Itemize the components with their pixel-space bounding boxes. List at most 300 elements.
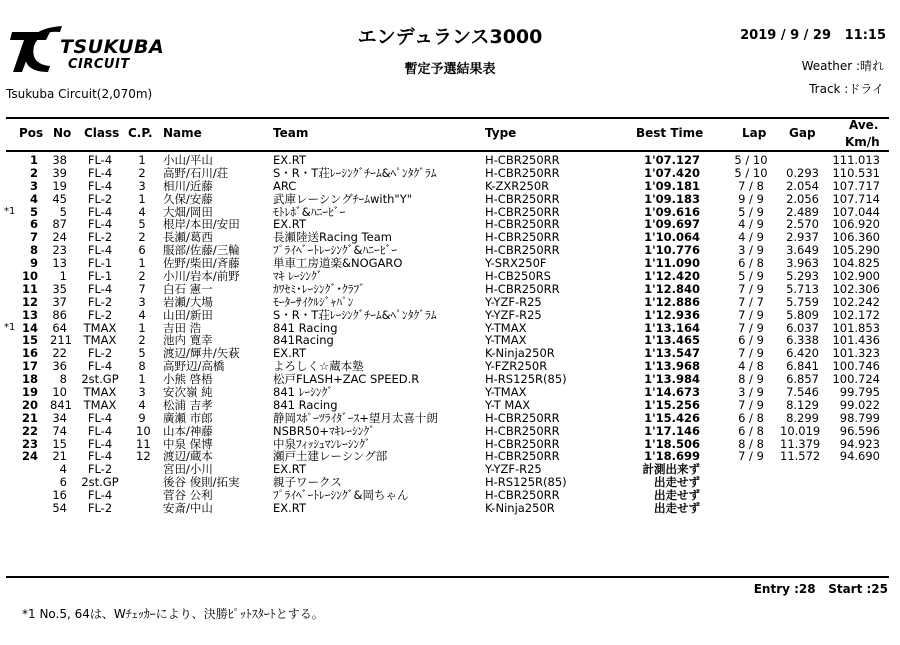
cell-ave: 100.724 <box>832 372 880 387</box>
col-team: Team <box>273 126 309 140</box>
table-row <box>0 438 900 451</box>
cell-team: ﾓﾄﾚﾎﾞ&ﾊﾆｰﾋﾞｰ <box>273 204 346 219</box>
header-bottom-rule <box>6 150 889 152</box>
cell-team: 841 ﾚｰｼﾝｸﾞ <box>273 385 334 400</box>
cell-ave: 102.172 <box>832 307 880 322</box>
cell-no: 10 <box>52 385 67 400</box>
cell-ave: 107.044 <box>832 204 880 219</box>
cell-gap: 6.338 <box>786 333 819 348</box>
cell-gap: 6.037 <box>786 320 819 335</box>
cell-best: 出走せず <box>654 501 700 516</box>
page-subtitle: 暫定予選結果表 <box>404 62 496 77</box>
cell-no: 1 <box>59 269 67 284</box>
col-cp: C.P. <box>128 126 153 140</box>
table-row <box>0 270 900 283</box>
cell-gap: 5.809 <box>786 307 819 322</box>
cell-best: 1'12.840 <box>644 281 700 296</box>
table-row <box>0 502 900 515</box>
cell-type: Y-YZF-R25 <box>485 294 542 309</box>
cell-lap: 7 / 9 <box>738 397 764 412</box>
cell-team: 841 Racing <box>273 397 338 412</box>
cell-lap: 8 / 9 <box>738 372 764 387</box>
cell-ave: 99.795 <box>839 385 880 400</box>
cell-ave: 106.920 <box>832 217 880 232</box>
cell-gap: 2.054 <box>786 178 819 193</box>
cell-lap: 6 / 8 <box>738 423 764 438</box>
entry-start-stats <box>754 582 888 596</box>
cell-ave: 102.306 <box>832 281 880 296</box>
cell-type: H-CBR250RR <box>485 153 560 167</box>
cell-lap: 7 / 9 <box>738 346 764 361</box>
cell-name: 岩瀬/大場 <box>163 294 213 309</box>
cell-no: 64 <box>52 320 67 335</box>
cell-class: TMAX <box>83 385 117 400</box>
weather-text: Weather :晴れ <box>801 59 884 73</box>
cell-best: 出走せず <box>654 488 700 503</box>
cell-class: FL-2 <box>87 462 113 477</box>
cell-team: 親子ワークス <box>273 475 342 490</box>
cell-ave: 102.900 <box>832 269 880 284</box>
cell-class: FL-1 <box>87 269 113 284</box>
cell-team: EX.RT <box>273 501 306 516</box>
table-row <box>0 193 900 206</box>
cell-best: 1'18.506 <box>644 436 700 451</box>
header-top-rule <box>6 117 889 119</box>
cell-pos: 4 <box>29 191 38 206</box>
cell-cp: 8 <box>138 359 146 374</box>
cell-no: 16 <box>52 488 67 503</box>
cell-lap: 6 / 8 <box>738 256 764 271</box>
cell-best: 1'10.064 <box>644 230 700 245</box>
cell-no: 36 <box>52 359 67 374</box>
table-row <box>0 425 900 438</box>
cell-class: FL-2 <box>87 346 113 361</box>
cell-best: 1'13.547 <box>644 346 700 361</box>
cell-cp: 1 <box>138 256 146 271</box>
cell-gap: 11.379 <box>780 436 821 451</box>
logo-main-text: TSUKUBA <box>60 36 165 58</box>
cell-lap: 4 / 9 <box>738 217 764 232</box>
cell-pos: 16 <box>21 346 38 361</box>
cell-cp: 10 <box>136 423 151 438</box>
cell-no: 13 <box>52 256 67 271</box>
cell-no: 21 <box>52 449 67 464</box>
cell-gap: 2.489 <box>786 204 819 219</box>
cell-pos: 23 <box>21 436 38 451</box>
cell-best: 1'07.420 <box>644 165 700 180</box>
cell-best: 1'13.164 <box>644 320 700 335</box>
cell-best: 1'09.181 <box>644 178 700 193</box>
cell-best: 1'17.146 <box>644 423 700 438</box>
cell-pos: 24 <box>21 449 38 464</box>
cell-lap: 7 / 9 <box>738 307 764 322</box>
cell-name: 吉田 浩 <box>163 320 202 335</box>
cell-type: H-CBR250RR <box>485 217 560 232</box>
cell-name: 根岸/本田/安田 <box>163 217 240 232</box>
cell-name: 佐野/柴田/斉藤 <box>163 256 240 271</box>
circuit-name: Tsukuba Circuit(2,070m) <box>6 87 153 101</box>
cell-type: H-CB250RS <box>485 269 551 284</box>
cell-team: 841 Racing <box>273 320 338 335</box>
cell-name: 山田/新田 <box>163 307 213 322</box>
cell-no: 87 <box>52 217 67 232</box>
table-row <box>0 167 900 180</box>
cell-lap: 7 / 8 <box>738 178 764 193</box>
track-text: Track :ドライ <box>809 82 884 96</box>
cell-name: 小山/平山 <box>163 153 213 167</box>
cell-pos: 20 <box>21 397 38 412</box>
cell-cp: 9 <box>138 410 146 425</box>
cell-class: FL-4 <box>87 436 113 451</box>
cell-lap: 7 / 9 <box>738 449 764 464</box>
cell-type: H-CBR250RR <box>485 423 560 438</box>
cell-team: 瀬戸土建レーシング部 <box>273 449 388 464</box>
cell-pos: 15 <box>21 333 38 348</box>
cell-no: 23 <box>52 243 67 258</box>
cell-type: H-CBR250RR <box>485 410 560 425</box>
table-row <box>0 373 900 386</box>
table-row <box>0 218 900 231</box>
cell-team: ﾌﾟﾗｲﾍﾞｰﾄﾚｰｼﾝｸﾞ&岡ちゃん <box>273 488 409 503</box>
cell-pos: 6 <box>29 217 38 232</box>
cell-ave: 101.436 <box>832 333 880 348</box>
cell-class: FL-4 <box>87 178 113 193</box>
cell-class: FL-4 <box>87 410 113 425</box>
cell-class: FL-4 <box>87 243 113 258</box>
cell-no: 841 <box>50 397 72 412</box>
cell-best: 1'07.127 <box>644 153 700 167</box>
cell-pos: 7 <box>29 230 38 245</box>
cell-name: 安次嶺 純 <box>163 385 213 400</box>
cell-team: EX.RT <box>273 462 306 477</box>
cell-ave: 98.799 <box>839 410 880 425</box>
cell-pos: 21 <box>21 410 38 425</box>
cell-name: 宮田/小川 <box>163 462 213 477</box>
cell-no: 86 <box>52 307 67 322</box>
cell-pos: 8 <box>29 243 38 258</box>
cell-gap: 2.937 <box>786 230 819 245</box>
cell-lap: 7 / 7 <box>738 294 764 309</box>
cell-type: Y-FZR250R <box>485 359 548 374</box>
cell-no: 5 <box>59 204 67 219</box>
cell-no: 6 <box>59 475 67 490</box>
cell-best: 1'09.183 <box>644 191 700 206</box>
cell-gap: 3.963 <box>786 256 819 271</box>
cell-cp: 2 <box>138 230 146 245</box>
cell-type: Y-TMAX <box>485 320 527 335</box>
col-no: No <box>53 126 72 140</box>
cell-gap: 6.841 <box>786 359 819 374</box>
logo-sub-text: CIRCUIT <box>68 57 130 72</box>
cell-gap: 6.857 <box>786 372 819 387</box>
cell-type: H-CBR250RR <box>485 230 560 245</box>
cell-no: 4 <box>59 462 67 477</box>
cell-ave: 107.714 <box>832 191 880 206</box>
cell-team: NSBR50+ﾏｷﾚｰｼﾝｸﾞ <box>273 423 376 438</box>
cell-ave: 94.923 <box>839 436 880 451</box>
cell-pos: 17 <box>21 359 38 374</box>
cell-best: 計測出来ず <box>642 462 700 477</box>
cell-ave: 96.596 <box>839 423 880 438</box>
cell-name: 久保/安藤 <box>163 191 213 206</box>
cell-name: 安斎/中山 <box>163 501 213 516</box>
cell-type: Y-TMAX <box>485 385 527 400</box>
cell-cp: 3 <box>138 178 146 193</box>
page-title: エンデュランス3000 <box>357 26 543 48</box>
table-row <box>0 450 900 463</box>
cell-lap: 8 / 8 <box>738 436 764 451</box>
cell-type: H-CBR250RR <box>485 436 560 451</box>
cell-team: 単車工房道楽&NOGARO <box>273 256 403 271</box>
cell-type: Y-YZF-R25 <box>485 462 542 477</box>
cell-pos: 11 <box>21 281 38 296</box>
cell-pos: 2 <box>29 165 38 180</box>
table-row <box>0 309 900 322</box>
cell-no: 37 <box>52 294 67 309</box>
cell-pos: 22 <box>21 423 38 438</box>
cell-lap: 5 / 9 <box>738 269 764 284</box>
cell-ave: 104.825 <box>832 256 880 271</box>
cell-gap: 2.570 <box>786 217 819 232</box>
cell-no: 8 <box>59 372 67 387</box>
cell-team: S・R・T荘ﾚｰｼﾝｸﾞﾁｰﾑ&ﾍﾟﾝﾀｸﾞﾗﾑ <box>273 165 437 180</box>
table-row <box>0 244 900 257</box>
cell-no: 74 <box>52 423 67 438</box>
cell-ave: 111.013 <box>832 153 880 167</box>
col-name: Name <box>163 126 202 140</box>
cell-ave: 99.022 <box>839 397 880 412</box>
cell-class: TMAX <box>83 397 117 412</box>
table-row <box>0 283 900 296</box>
datetime <box>740 28 886 43</box>
cell-cp: 7 <box>138 281 146 296</box>
cell-class: FL-2 <box>87 191 113 206</box>
table-row <box>0 476 900 489</box>
col-ave-line2: Km/h <box>845 135 880 149</box>
cell-gap: 10.019 <box>780 423 821 438</box>
cell-cp: 3 <box>138 294 146 309</box>
cell-best: 1'13.984 <box>644 372 700 387</box>
cell-ave: 107.717 <box>832 178 880 193</box>
footer-rule <box>6 576 889 578</box>
cell-class: FL-4 <box>87 204 113 219</box>
cell-cp: 1 <box>138 191 146 206</box>
cell-lap: 4 / 9 <box>738 230 764 245</box>
cell-gap: 8.129 <box>786 397 819 412</box>
cell-name: 小川/岩本/前野 <box>163 269 240 284</box>
cell-best: 1'15.426 <box>644 410 700 425</box>
col-pos: Pos <box>19 126 44 140</box>
cell-team: 静岡ｽﾎﾟｰﾂﾗｲﾀﾞｰｽ+望月太喜十朗 <box>273 410 438 425</box>
cell-note: *1 <box>4 205 16 217</box>
table-row <box>0 412 900 425</box>
cell-lap: 7 / 9 <box>738 281 764 296</box>
cell-cp: 5 <box>138 346 146 361</box>
cell-no: 211 <box>50 333 72 348</box>
cell-best: 1'18.699 <box>644 449 700 464</box>
table-row <box>0 386 900 399</box>
cell-best: 1'13.968 <box>644 359 700 374</box>
cell-ave: 110.531 <box>832 165 880 180</box>
table-row <box>0 399 900 412</box>
cell-lap: 5 / 10 <box>734 153 768 167</box>
cell-no: 22 <box>52 346 67 361</box>
table-row <box>0 154 900 167</box>
cell-cp: 2 <box>138 269 146 284</box>
cell-cp: 1 <box>138 372 146 387</box>
cell-cp: 6 <box>138 243 146 258</box>
cell-class: FL-4 <box>87 488 113 503</box>
table-row <box>0 180 900 193</box>
cell-lap: 7 / 9 <box>738 320 764 335</box>
cell-cp: 2 <box>138 333 146 348</box>
col-class: Class <box>84 126 120 140</box>
cell-no: 38 <box>52 153 67 167</box>
cell-class: FL-2 <box>87 501 113 516</box>
cell-lap: 3 / 9 <box>738 243 764 258</box>
cell-gap: 0.293 <box>786 165 819 180</box>
cell-type: H-CBR250RR <box>485 281 560 296</box>
cell-class: FL-4 <box>87 359 113 374</box>
cell-best: 1'13.465 <box>644 333 700 348</box>
cell-type: Y-T MAX <box>485 397 531 412</box>
cell-pos: 10 <box>21 269 38 284</box>
cell-type: H-CBR250RR <box>485 449 560 464</box>
cell-lap: 9 / 9 <box>738 191 764 206</box>
cell-class: FL-4 <box>87 449 113 464</box>
cell-cp: 1 <box>138 153 146 167</box>
cell-gap: 11.572 <box>780 449 821 464</box>
table-row <box>0 463 900 476</box>
cell-type: H-CBR250RR <box>485 488 560 503</box>
cell-name: 廣瀬 市郎 <box>163 410 213 425</box>
cell-lap: 6 / 8 <box>738 410 764 425</box>
cell-team: 中泉ﾌｨｯｼｭﾏﾝﾚｰｼﾝｸﾞ <box>273 436 371 451</box>
cell-no: 54 <box>52 501 67 516</box>
cell-name: 長瀬/葛西 <box>163 230 213 245</box>
cell-best: 出走せず <box>654 475 700 490</box>
footnote: *1 No.5, 64は、Wﾁｪｯｶｰにより、決勝ﾋﾟｯﾄｽﾀｰﾄとする。 <box>22 607 324 621</box>
cell-team: ﾌﾟﾗｲﾍﾞｰﾄﾚｰｼﾝｸﾞ&ﾊﾆｰﾋﾞｰ <box>273 243 397 258</box>
cell-class: FL-1 <box>87 256 113 271</box>
cell-team: 長瀬陸送Racing Team <box>273 230 392 245</box>
cell-pos: 19 <box>21 385 38 400</box>
cell-name: 相川/近藤 <box>163 178 213 193</box>
cell-name: 大畑/岡田 <box>163 204 213 219</box>
cell-type: Y-SRX250F <box>485 256 547 271</box>
cell-team: ARC <box>273 178 297 193</box>
cell-gap: 8.299 <box>786 410 819 425</box>
cell-pos: 18 <box>21 372 38 387</box>
cell-team: ｶﾜｾﾐ･ﾚｰｼﾝｸﾞ･ｸﾗﾌﾞ <box>273 281 365 296</box>
cell-type: H-CBR250RR <box>485 191 560 206</box>
cell-lap: 5 / 9 <box>738 204 764 219</box>
cell-cp: 1 <box>138 320 146 335</box>
cell-cp: 2 <box>138 165 146 180</box>
cell-type: K-ZXR250R <box>485 178 550 193</box>
cell-name: 後谷 俊則/拓実 <box>163 475 240 490</box>
cell-type: H-RS125R(85) <box>485 372 567 387</box>
cell-team: 841Racing <box>273 333 334 348</box>
cell-class: 2st.GP <box>81 475 119 490</box>
table-row <box>0 334 900 347</box>
cell-name: 渡辺/輝井/矢萩 <box>163 346 240 361</box>
cell-class: 2st.GP <box>81 372 119 387</box>
cell-team: EX.RT <box>273 346 306 361</box>
cell-gap: 5.759 <box>786 294 819 309</box>
cell-name: 渡辺/蔵本 <box>163 449 213 464</box>
cell-best: 1'14.673 <box>644 385 700 400</box>
cell-no: 34 <box>52 410 67 425</box>
cell-pos: 9 <box>29 256 38 271</box>
cell-team: 武庫レーシングﾁｰﾑwith"Y" <box>273 191 413 206</box>
cell-name: 高野辺/高橋 <box>163 359 225 374</box>
cell-class: FL-4 <box>87 153 113 167</box>
cell-name: 白石 憲一 <box>163 281 213 296</box>
cell-class: TMAX <box>83 320 117 335</box>
cell-cp: 12 <box>136 449 151 464</box>
cell-name: 小熊 啓梧 <box>163 372 213 387</box>
cell-gap: 7.546 <box>786 385 819 400</box>
cell-name: 松浦 吉孝 <box>163 397 213 412</box>
results-table <box>0 154 900 515</box>
cell-team: S・R・T荘ﾚｰｼﾝｸﾞﾁｰﾑ&ﾍﾟﾝﾀｸﾞﾗﾑ <box>273 307 437 322</box>
cell-best: 1'12.936 <box>644 307 700 322</box>
cell-no: 24 <box>52 230 67 245</box>
cell-name: 菅谷 公利 <box>163 488 213 503</box>
cell-gap: 5.713 <box>786 281 819 296</box>
cell-type: H-CBR250RR <box>485 165 560 180</box>
cell-class: FL-4 <box>87 281 113 296</box>
cell-pos: 12 <box>21 294 38 309</box>
cell-best: 1'09.616 <box>644 204 700 219</box>
col-best-time: Best Time <box>636 126 704 140</box>
table-row <box>0 257 900 270</box>
cell-best: 1'12.420 <box>644 269 700 284</box>
table-row <box>0 360 900 373</box>
cell-name: 池内 寛幸 <box>163 333 213 348</box>
cell-no: 39 <box>52 165 67 180</box>
cell-best: 1'09.697 <box>644 217 700 232</box>
cell-no: 19 <box>52 178 67 193</box>
cell-best: 1'12.886 <box>644 294 700 309</box>
cell-lap: 4 / 8 <box>738 359 764 374</box>
cell-class: FL-2 <box>87 307 113 322</box>
col-lap: Lap <box>742 126 767 140</box>
cell-name: 服部/佐藤/三輪 <box>163 243 240 258</box>
cell-cp: 4 <box>138 204 146 219</box>
cell-team: 松戸FLASH+ZAC SPEED.R <box>273 372 420 387</box>
cell-cp: 5 <box>138 217 146 232</box>
cell-team: ﾓｰﾀｰｻｲｸﾙｼﾞｬﾊﾟﾝ <box>273 294 354 309</box>
cell-cp: 11 <box>136 436 151 451</box>
cell-class: TMAX <box>83 333 117 348</box>
cell-ave: 101.853 <box>832 320 880 335</box>
cell-pos: 5 <box>29 204 38 219</box>
table-row <box>0 322 900 335</box>
cell-type: H-RS125R(85) <box>485 475 567 490</box>
cell-gap: 2.056 <box>786 191 819 206</box>
cell-type: Y-YZF-R25 <box>485 307 542 322</box>
cell-pos: 14 <box>21 320 38 335</box>
cell-name: 中泉 保博 <box>163 436 213 451</box>
time-text: 11:15 <box>844 28 886 43</box>
cell-ave: 102.242 <box>832 294 880 309</box>
cell-gap: 6.420 <box>786 346 819 361</box>
cell-ave: 106.360 <box>832 230 880 245</box>
start-count: Start :25 <box>828 582 888 596</box>
cell-no: 45 <box>52 191 67 206</box>
